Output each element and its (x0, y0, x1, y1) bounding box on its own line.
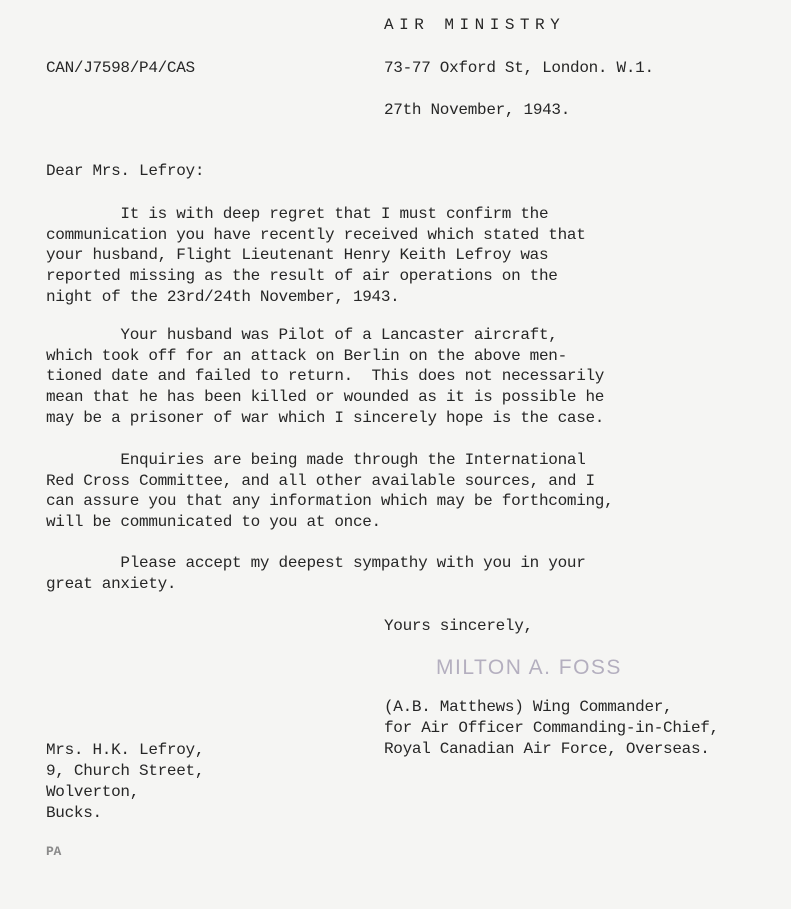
paragraph-2: Your husband was Pilot of a Lancaster aircraft, which took off for an attack on Berlin on the above men- tioned date and failed to return. This does not necessarily mean that he has been killed or wounded as it is possible he may be a prisoner of war which I sincerely hope is the case. (46, 326, 605, 427)
paragraph-4: Please accept my deepest sympathy with you in your great anxiety. (46, 554, 586, 593)
paragraph-1: It is with deep regret that I must confirm the communication you have recently received which stated that your husband, Flight Lieutenant Henry Keith Lefroy was reported missing as the result of air operations on the night of the 23rd/24th November, 1943. (46, 205, 586, 306)
reference-number: CAN/J7598/P4/CAS (46, 59, 195, 77)
typist-initials: PA (46, 844, 62, 859)
signatory-block: (A.B. Matthews) Wing Commander, for Air Officer Commanding-in-Chief, Royal Canadian Air Force, Overseas. (384, 698, 719, 758)
paragraph-3: Enquiries are being made through the International Red Cross Committee, and all other available sources, and I can assure you that any information which may be forthcoming, will be communicated to you at once. (46, 451, 614, 532)
salutation: Dear Mrs. Lefroy: (46, 162, 205, 180)
valediction: Yours sincerely, (384, 617, 533, 635)
letterhead-org: AIR MINISTRY (384, 16, 566, 34)
letter-date: 27th November, 1943. (384, 101, 571, 119)
signature-stamp: MILTON A. FOSS (436, 656, 622, 679)
sender-address: 73-77 Oxford St, London. W.1. (384, 59, 654, 77)
recipient-address: Mrs. H.K. Lefroy, 9, Church Street, Wolverton, Bucks. (46, 741, 205, 822)
